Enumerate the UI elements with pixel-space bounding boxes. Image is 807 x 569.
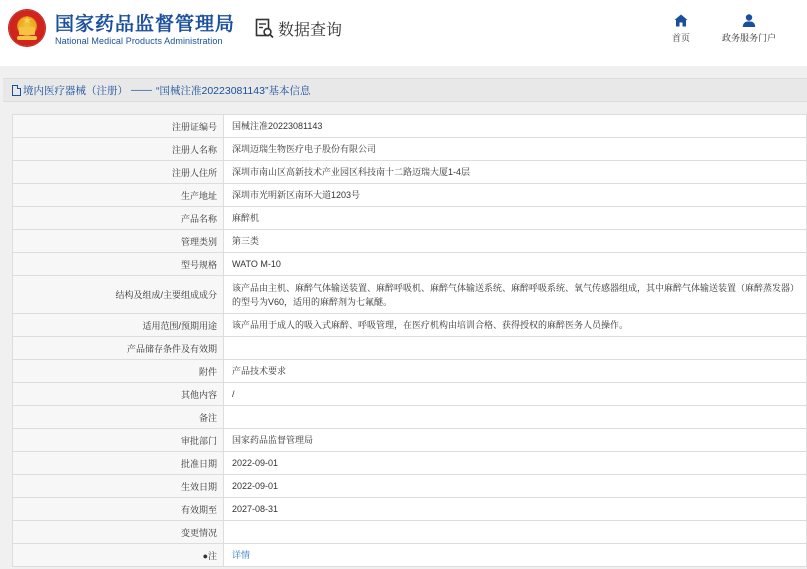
field-label: 产品储存条件及有效期 <box>13 337 224 360</box>
data-query-icon <box>255 18 274 39</box>
nav-government-service-portal[interactable] <box>722 14 776 44</box>
field-value: 第三类 <box>224 230 807 253</box>
data-query-title <box>255 17 342 40</box>
field-value: / <box>224 383 807 406</box>
field-label: 备注 <box>13 406 224 429</box>
field-value <box>224 406 807 429</box>
field-value: 深圳市南山区高新技术产业园区科技南十二路迈瑞大厦1-4层 <box>224 161 807 184</box>
field-label: 产品名称 <box>13 207 224 230</box>
table-row <box>13 161 807 184</box>
title-main: “国械注准20223081143”基本信息 <box>156 84 311 97</box>
field-value: 深圳市光明新区南环大道1203号 <box>224 184 807 207</box>
field-label: 生效日期 <box>13 475 224 498</box>
table-row <box>13 230 807 253</box>
agency-name-en: National Medical Products Administration <box>55 36 223 46</box>
data-query-label: 数据查询 <box>278 22 343 39</box>
table-row <box>13 475 807 498</box>
title-band <box>0 66 807 108</box>
field-label: 注册人名称 <box>13 138 224 161</box>
field-value: 该产品由主机、麻醉气体输送装置、麻醉呼吸机、麻醉气体输送系统、麻醉呼吸系统、氧气传感器组成，其中麻醉气体输送装置（麻醉蒸发器）的型号为V60，适用的麻醉剂为七氟醚。 <box>224 276 807 314</box>
table-row <box>13 383 807 406</box>
table-row <box>13 498 807 521</box>
nav-home[interactable] <box>672 14 690 44</box>
table-row <box>13 184 807 207</box>
table-row <box>13 452 807 475</box>
site-header <box>0 0 807 60</box>
field-label: ●注 <box>13 544 224 567</box>
field-label: 其他内容 <box>13 383 224 406</box>
table-row <box>13 138 807 161</box>
agency-name-cn[interactable]: 国家药品监督管理局 <box>55 14 236 35</box>
field-value: 产品技术要求 <box>224 360 807 383</box>
title-prefix: 境内医疗器械（注册） <box>23 84 128 97</box>
table-row <box>13 360 807 383</box>
field-label: 附件 <box>13 360 224 383</box>
field-value: 2022-09-01 <box>224 452 807 475</box>
field-value: 2027-08-31 <box>224 498 807 521</box>
page-title <box>3 78 807 102</box>
star-icon: ★ <box>22 15 32 27</box>
user-icon <box>742 14 756 27</box>
table-row <box>13 115 807 138</box>
field-label: 管理类别 <box>13 230 224 253</box>
field-value: 国械注准20223081143 <box>224 115 807 138</box>
details-link[interactable]: 详情 <box>224 544 807 567</box>
field-value: 深圳迈瑞生物医疗电子股份有限公司 <box>224 138 807 161</box>
national-emblem-logo[interactable] <box>9 10 45 46</box>
table-row <box>13 544 807 567</box>
field-label: 批准日期 <box>13 452 224 475</box>
field-label: 适用范围/预期用途 <box>13 314 224 337</box>
detail-content <box>0 108 807 569</box>
field-label: 注册证编号 <box>13 115 224 138</box>
field-value: 该产品用于成人的吸入式麻醉、呼吸管理，在医疗机构由培训合格、获得授权的麻醉医务人员操作。 <box>224 314 807 337</box>
table-row <box>13 207 807 230</box>
table-row <box>13 406 807 429</box>
table-row <box>13 429 807 452</box>
table-row <box>13 314 807 337</box>
table-row <box>13 521 807 544</box>
registration-detail-table <box>12 114 807 567</box>
table-row <box>13 253 807 276</box>
field-value: 国家药品监督管理局 <box>224 429 807 452</box>
field-label: 有效期至 <box>13 498 224 521</box>
field-label: 结构及组成/主要组成成分 <box>13 276 224 314</box>
field-value: 2022-09-01 <box>224 475 807 498</box>
nav-home-label: 首页 <box>672 33 691 43</box>
field-label: 变更情况 <box>13 521 224 544</box>
home-icon <box>674 14 688 27</box>
field-value: WATO M-10 <box>224 253 807 276</box>
field-value <box>224 521 807 544</box>
field-value: 麻醉机 <box>224 207 807 230</box>
table-row <box>13 276 807 314</box>
table-row <box>13 337 807 360</box>
field-label: 型号规格 <box>13 253 224 276</box>
field-label: 生产地址 <box>13 184 224 207</box>
field-label: 注册人住所 <box>13 161 224 184</box>
field-value <box>224 337 807 360</box>
document-icon <box>12 85 21 96</box>
field-label: 审批部门 <box>13 429 224 452</box>
nav-service-label: 政务服务门户 <box>722 33 777 43</box>
title-separator: —— <box>131 84 152 96</box>
